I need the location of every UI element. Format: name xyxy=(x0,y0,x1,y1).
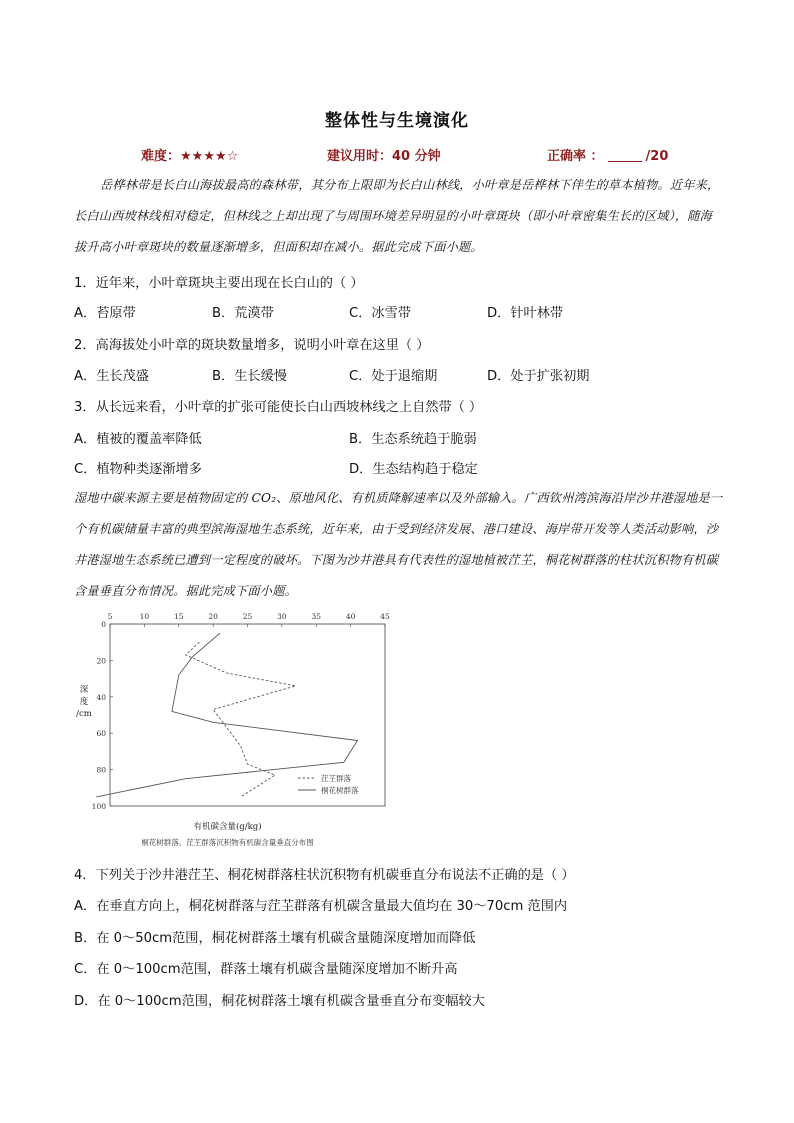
accuracy xyxy=(547,145,668,164)
y-tick-label: 0 xyxy=(101,620,106,629)
x-tick-label: 30 xyxy=(277,612,287,621)
passage-1-text: 岳桦林带是长白山海拔最高的森林带，其分布上限即为长白山林线，小叶章是岳桦林下伴生的草本植物。近年来，长白山西坡林线相对稳定，但林线之上却出现了与周围环境差异明显的小叶章斑块（即小叶章密集生长的区域），随海拔升高小叶章斑块的数量逐渐增多，但面积却在减小。据此完成下面小题。 xyxy=(74,178,720,254)
difficulty-stars: ★★★★☆ xyxy=(180,149,239,164)
passage-2-text: 湿地中碳来源主要是植物固定的 CO₂、原地风化、有机质降解速率以及外部输入。广西钦州湾滨海沿岸沙井港湿地是一个有机碳储量丰富的典型滨海湿地生态系统，近年来，由于受到经济发展、港口建设、海岸带开发等人类活动影响，沙井港湿地生态系统已遭到一定程度的破坏。下图为沙井港具有代表性的湿地植被茳芏，桐花树群落的柱状沉积物有机碳含量垂直分布情况。据此完成下面小题。 xyxy=(74,491,723,598)
series-line-2 xyxy=(96,633,357,797)
y-axis-label: 深 xyxy=(79,685,89,695)
q2-option-d[interactable]: D．处于扩张初期 xyxy=(487,369,590,384)
difficulty-label: 难度： xyxy=(141,149,181,164)
question-1-stem: 1．近年来，小叶章斑块主要出现在长白山的（ ） xyxy=(74,276,364,291)
q3-option-a[interactable]: A．植被的覆盖率降低 xyxy=(74,432,202,447)
q2-option-c[interactable]: C．处于退缩期 xyxy=(349,369,438,384)
x-tick-label: 10 xyxy=(139,612,150,621)
y-tick-label: 20 xyxy=(96,656,106,666)
q4-option-c[interactable]: C．在 0～100cm范围，群落土壤有机碳含量随深度增加不断升高 xyxy=(74,962,458,977)
question-3-stem: 3．从长远来看，小叶章的扩张可能使长白山西坡林线之上自然带（ ） xyxy=(74,400,483,415)
question-4-stem: 4．下列关于沙井港茳芏、桐花树群落柱状沉积物有机碳垂直分布说法不正确的是（ ） xyxy=(74,868,575,883)
q3-option-b[interactable]: B．生态系统趋于脆弱 xyxy=(349,432,477,447)
difficulty xyxy=(141,145,238,164)
organic-carbon-chart xyxy=(70,608,390,853)
y-tick-label: 100 xyxy=(91,802,106,811)
time-value: 40 分钟 xyxy=(392,149,441,164)
x-tick-label: 40 xyxy=(345,612,356,621)
q3-option-c[interactable]: C．植物种类逐渐增多 xyxy=(74,462,202,477)
q4-option-d[interactable]: D．在 0～100cm范围，桐花树群落土壤有机碳含量垂直分布变幅较大 xyxy=(74,994,485,1009)
q4-option-a[interactable]: A．在垂直方向上，桐花树群落与茳芏群落有机碳含量最大值均在 30～70cm 范围内 xyxy=(74,899,568,914)
q1-option-b[interactable]: B．荒漠带 xyxy=(212,306,274,321)
q3-option-d[interactable]: D．生态结构趋于稳定 xyxy=(349,462,478,477)
q2-option-b[interactable]: B．生长缓慢 xyxy=(212,369,287,384)
legend-label: 桐花树群落 xyxy=(321,786,359,795)
accuracy-label: 正确率 ： xyxy=(547,149,604,164)
time-label: 建议用时： xyxy=(327,149,393,164)
q4-option-b[interactable]: B．在 0～50cm范围，桐花树群落土壤有机碳含量随深度增加而降低 xyxy=(74,931,476,946)
x-tick-label: 45 xyxy=(380,612,390,621)
q1-option-c[interactable]: C．冰雪带 xyxy=(349,306,411,321)
accuracy-blank[interactable] xyxy=(608,149,642,162)
x-tick-label: 20 xyxy=(208,612,218,621)
q1-option-a[interactable]: A．苔原带 xyxy=(74,306,136,321)
question-2-stem: 2．高海拔处小叶章的斑块数量增多，说明小叶章在这里（ ） xyxy=(74,338,430,353)
y-tick-label: 80 xyxy=(96,765,106,775)
y-axis-label: /cm xyxy=(76,709,92,719)
passage-2 xyxy=(74,483,724,607)
y-axis-label: 度 xyxy=(79,697,89,707)
passage-1 xyxy=(74,170,724,263)
y-tick-label: 40 xyxy=(96,692,106,702)
q2-option-a[interactable]: A．生长茂盛 xyxy=(74,369,149,384)
legend-label: 茳芏群落 xyxy=(321,774,351,783)
accuracy-total: /20 xyxy=(645,149,669,164)
x-tick-label: 15 xyxy=(173,612,184,621)
suggested-time xyxy=(327,145,441,164)
q1-option-d[interactable]: D．针叶林带 xyxy=(487,306,564,321)
page-title: 整体性与生境演化 xyxy=(325,111,469,131)
x-tick-label: 25 xyxy=(242,612,253,621)
x-tick-label: 5 xyxy=(107,612,113,621)
chart-caption: 桐花树群落、茳芏群落沉积物有机碳含量垂直分布图 xyxy=(141,838,314,847)
x-axis-label: 有机碳含量(g/kg) xyxy=(193,822,262,832)
y-tick-label: 60 xyxy=(96,729,106,739)
x-tick-label: 35 xyxy=(311,612,322,621)
